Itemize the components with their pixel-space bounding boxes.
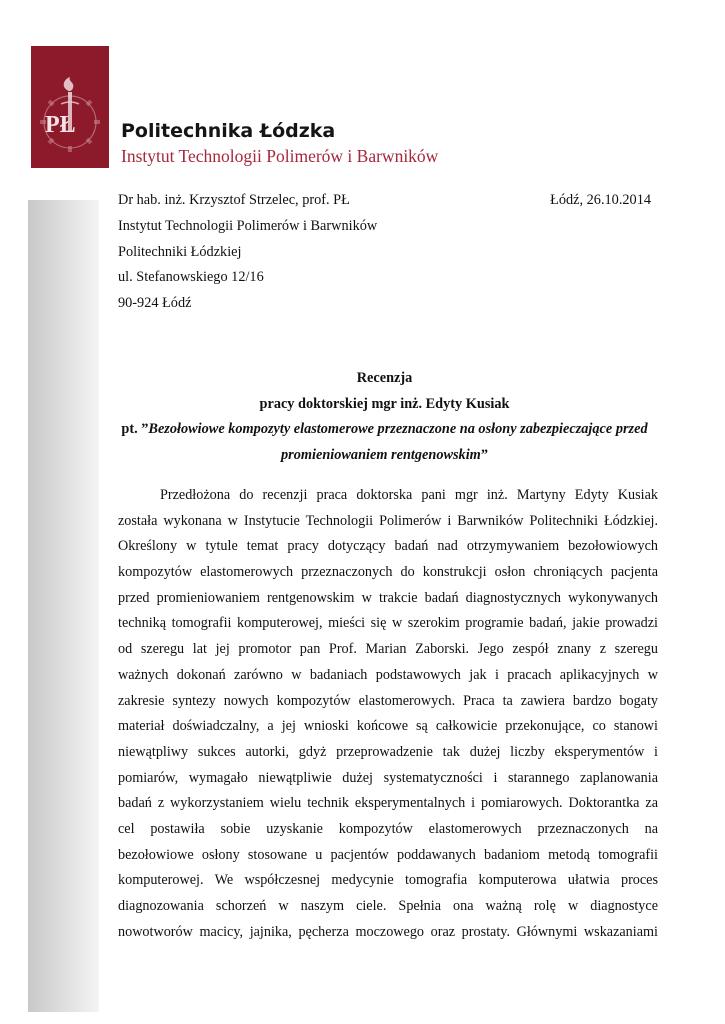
body-line: badań z wykorzystaniem wielu technik eksperymentalnych i pomiarowych. Doktorantka za [118,795,658,812]
institute-name: Instytut Technologii Polimerów i Barwników [121,146,439,166]
review-subheading: pracy doktorskiej mgr inż. Edyty Kusiak [259,396,510,412]
decorative-side-strip [28,200,99,1012]
body-line: od szeregu lat jej promotor pan Prof. Marian Zaborski. Jego zespół znany z szeregu [118,641,658,658]
body-line: została wykonana w Instytucie Technologii Polimerów i Barwników Politechniki Łódzkiej. [118,512,658,529]
sender-name: Dr hab. inż. Krzysztof Strzelec, prof. PŁ [118,192,350,208]
body-line: nowotworów macicy, jajnika, pęcherza moczowego oraz prostaty. Głównymi wskazaniami [118,923,658,940]
logo-emblem-icon [31,46,109,168]
sender-city: 90-924 Łódź [118,295,192,311]
thesis-title-line-2: promieniowaniem rentgenowskim” [281,447,488,463]
body-line: komputerowej. We współczesnej medycynie tomografia komputerowa ułatwia proces [118,872,658,889]
university-logo [31,46,109,168]
body-line: niewątpliwy sukces autorki, gdyż przeprowadzenie tak dużej liczby eksperymentów i [118,743,658,760]
body-line: diagnozowania schorzeń w naszym ciele. Spełnia ona ważną rolę w diagnostyce [118,898,658,914]
sender-street: ul. Stefanowskiego 12/16 [118,269,264,285]
logo-letters: PŁ [45,112,76,138]
body-line: ważnych dokonań zarówno w badaniach podstawowych jak i pracach aplikacyjnych w [118,666,658,683]
body-line: materiał doświadczalny, a jej wnioski końcowe są całkowicie przekonujące, co stanowi [118,718,658,735]
university-name: Politechnika Łódzka [121,120,336,142]
sender-university: Politechniki Łódzkiej [118,244,242,260]
sender-institute: Instytut Technologii Polimerów i Barwników [118,218,378,234]
letter-date: Łódź, 26.10.2014 [550,192,651,208]
review-body [118,483,658,945]
body-line: zakresie syntezy nowych kompozytów elastomerowych. Praca ta zawiera bardzo bogaty [118,692,658,709]
review-heading: Recenzja [356,370,413,386]
body-line: cel postawiła sobie uzyskanie kompozytów elastomerowych przeznaczonych na [118,820,658,837]
body-line: przed promieniowaniem rentgenowskim w trakcie badań diagnostycznych wykonywanych [118,589,658,606]
body-line: Określony w tytule temat pracy dotyczący badań nad otrzymywaniem bezołowiowych [118,538,658,555]
body-line: Przedłożona do recenzji praca doktorska pani mgr inż. Martyny Edyty Kusiak [160,487,658,503]
body-line: bezołowiowe osłony stosowane u pacjentów poddawanych badaniom metodą tomografii [118,846,658,863]
body-line: kompozytów elastomerowych przeznaczonych do konstrukcji osłon chroniących pacjenta [118,564,658,581]
thesis-title-line-1: pt. ”Bezołowiowe kompozyty elastomerowe przeznaczone na osłony zabezpieczające przed [121,421,648,437]
body-line: pomiarów, wymagało niewątpliwie dużej systematyczności i starannego zaplanowania [118,769,658,786]
body-line: techniką tomografii komputerowej, mieści się w szerokim programie badań, jakie prowadzi [118,615,658,632]
